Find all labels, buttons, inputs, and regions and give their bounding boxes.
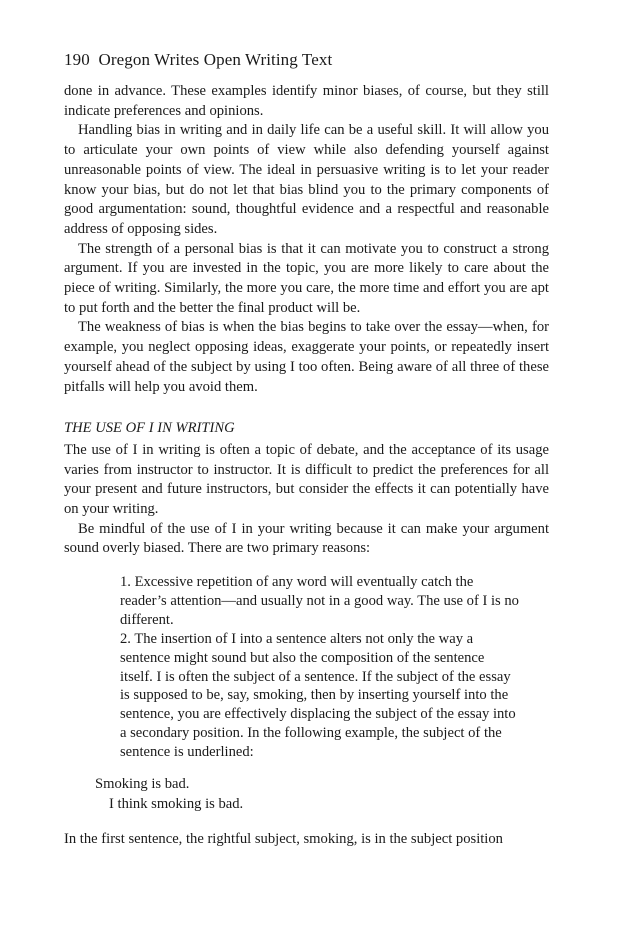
paragraph-4: The weakness of bias is when the bias begins to take over the essay—when, for example, you neglect opposing ideas, exaggerate your points, or repeatedly insert yourself ahead of the subject by using I too often. Being aware of all three of these pitfalls will help you avoid them. [64, 319, 549, 395]
book-title: Oregon Writes Open Writing Text [98, 50, 333, 69]
numbered-list [120, 573, 520, 762]
page-number: 190 [64, 50, 90, 69]
section-paragraph-2: Be mindful of the use of I in your writing because it can make your argument sound overly biased. There are two primary reasons: [64, 520, 549, 557]
running-header [64, 50, 332, 70]
body-text [64, 82, 549, 559]
example-sentences [95, 774, 243, 814]
closing-text [64, 830, 549, 850]
example-sentence-1: Smoking is bad. [95, 776, 190, 792]
section-heading: THE USE OF I IN WRITING [64, 420, 235, 437]
paragraph-2: Handling bias in writing and in daily life can be a useful skill. It will allow you to articulate your own points of view while also defending yourself against unreasonable points of view. The ideal in persuasive writing is to let your reader know your bias, but do not let that bias blind you to the primary components of good argumentation: sound, thoughtful evidence and a respectful and reasonable address of opposing sides. [64, 122, 549, 237]
paragraph-1: done in advance. These examples identify minor biases, of course, but they still indicate preferences and opinions. [64, 83, 549, 119]
final-paragraph: In the first sentence, the rightful subject, smoking, is in the subject position [64, 831, 503, 847]
example-sentence-2: I think smoking is bad. [109, 796, 244, 812]
paragraph-3: The strength of a personal bias is that it can motivate you to construct a strong argument. If you are invested in the topic, you are more likely to care about the piece of writing. Similarly, the more you care, the more time and effort you are apt to put forth and the better the final product will be. [64, 240, 549, 316]
list-item: 1. Excessive repetition of any word will eventually catch the reader’s attention—and usually not in a good way. The use of I is no different. [120, 574, 519, 628]
section-paragraph-1: The use of I in writing is often a topic of debate, and the acceptance of its usage varies from instructor to instructor. It is difficult to predict the preferences for all your present and future instructors, but consider the effects it can potentially have on your writing. [64, 441, 549, 518]
list-item: 2. The insertion of I into a sentence alters not only the way a sentence might sound but also the composition of the sentence itself. I is often the subject of a sentence. If the subject of the essay is supposed to be, say, smoking, then by inserting yourself into the sentence, you are effectively displacing the subject of the essay into a secondary position. In the following example, the subject of the sentence is underlined: [120, 630, 516, 761]
